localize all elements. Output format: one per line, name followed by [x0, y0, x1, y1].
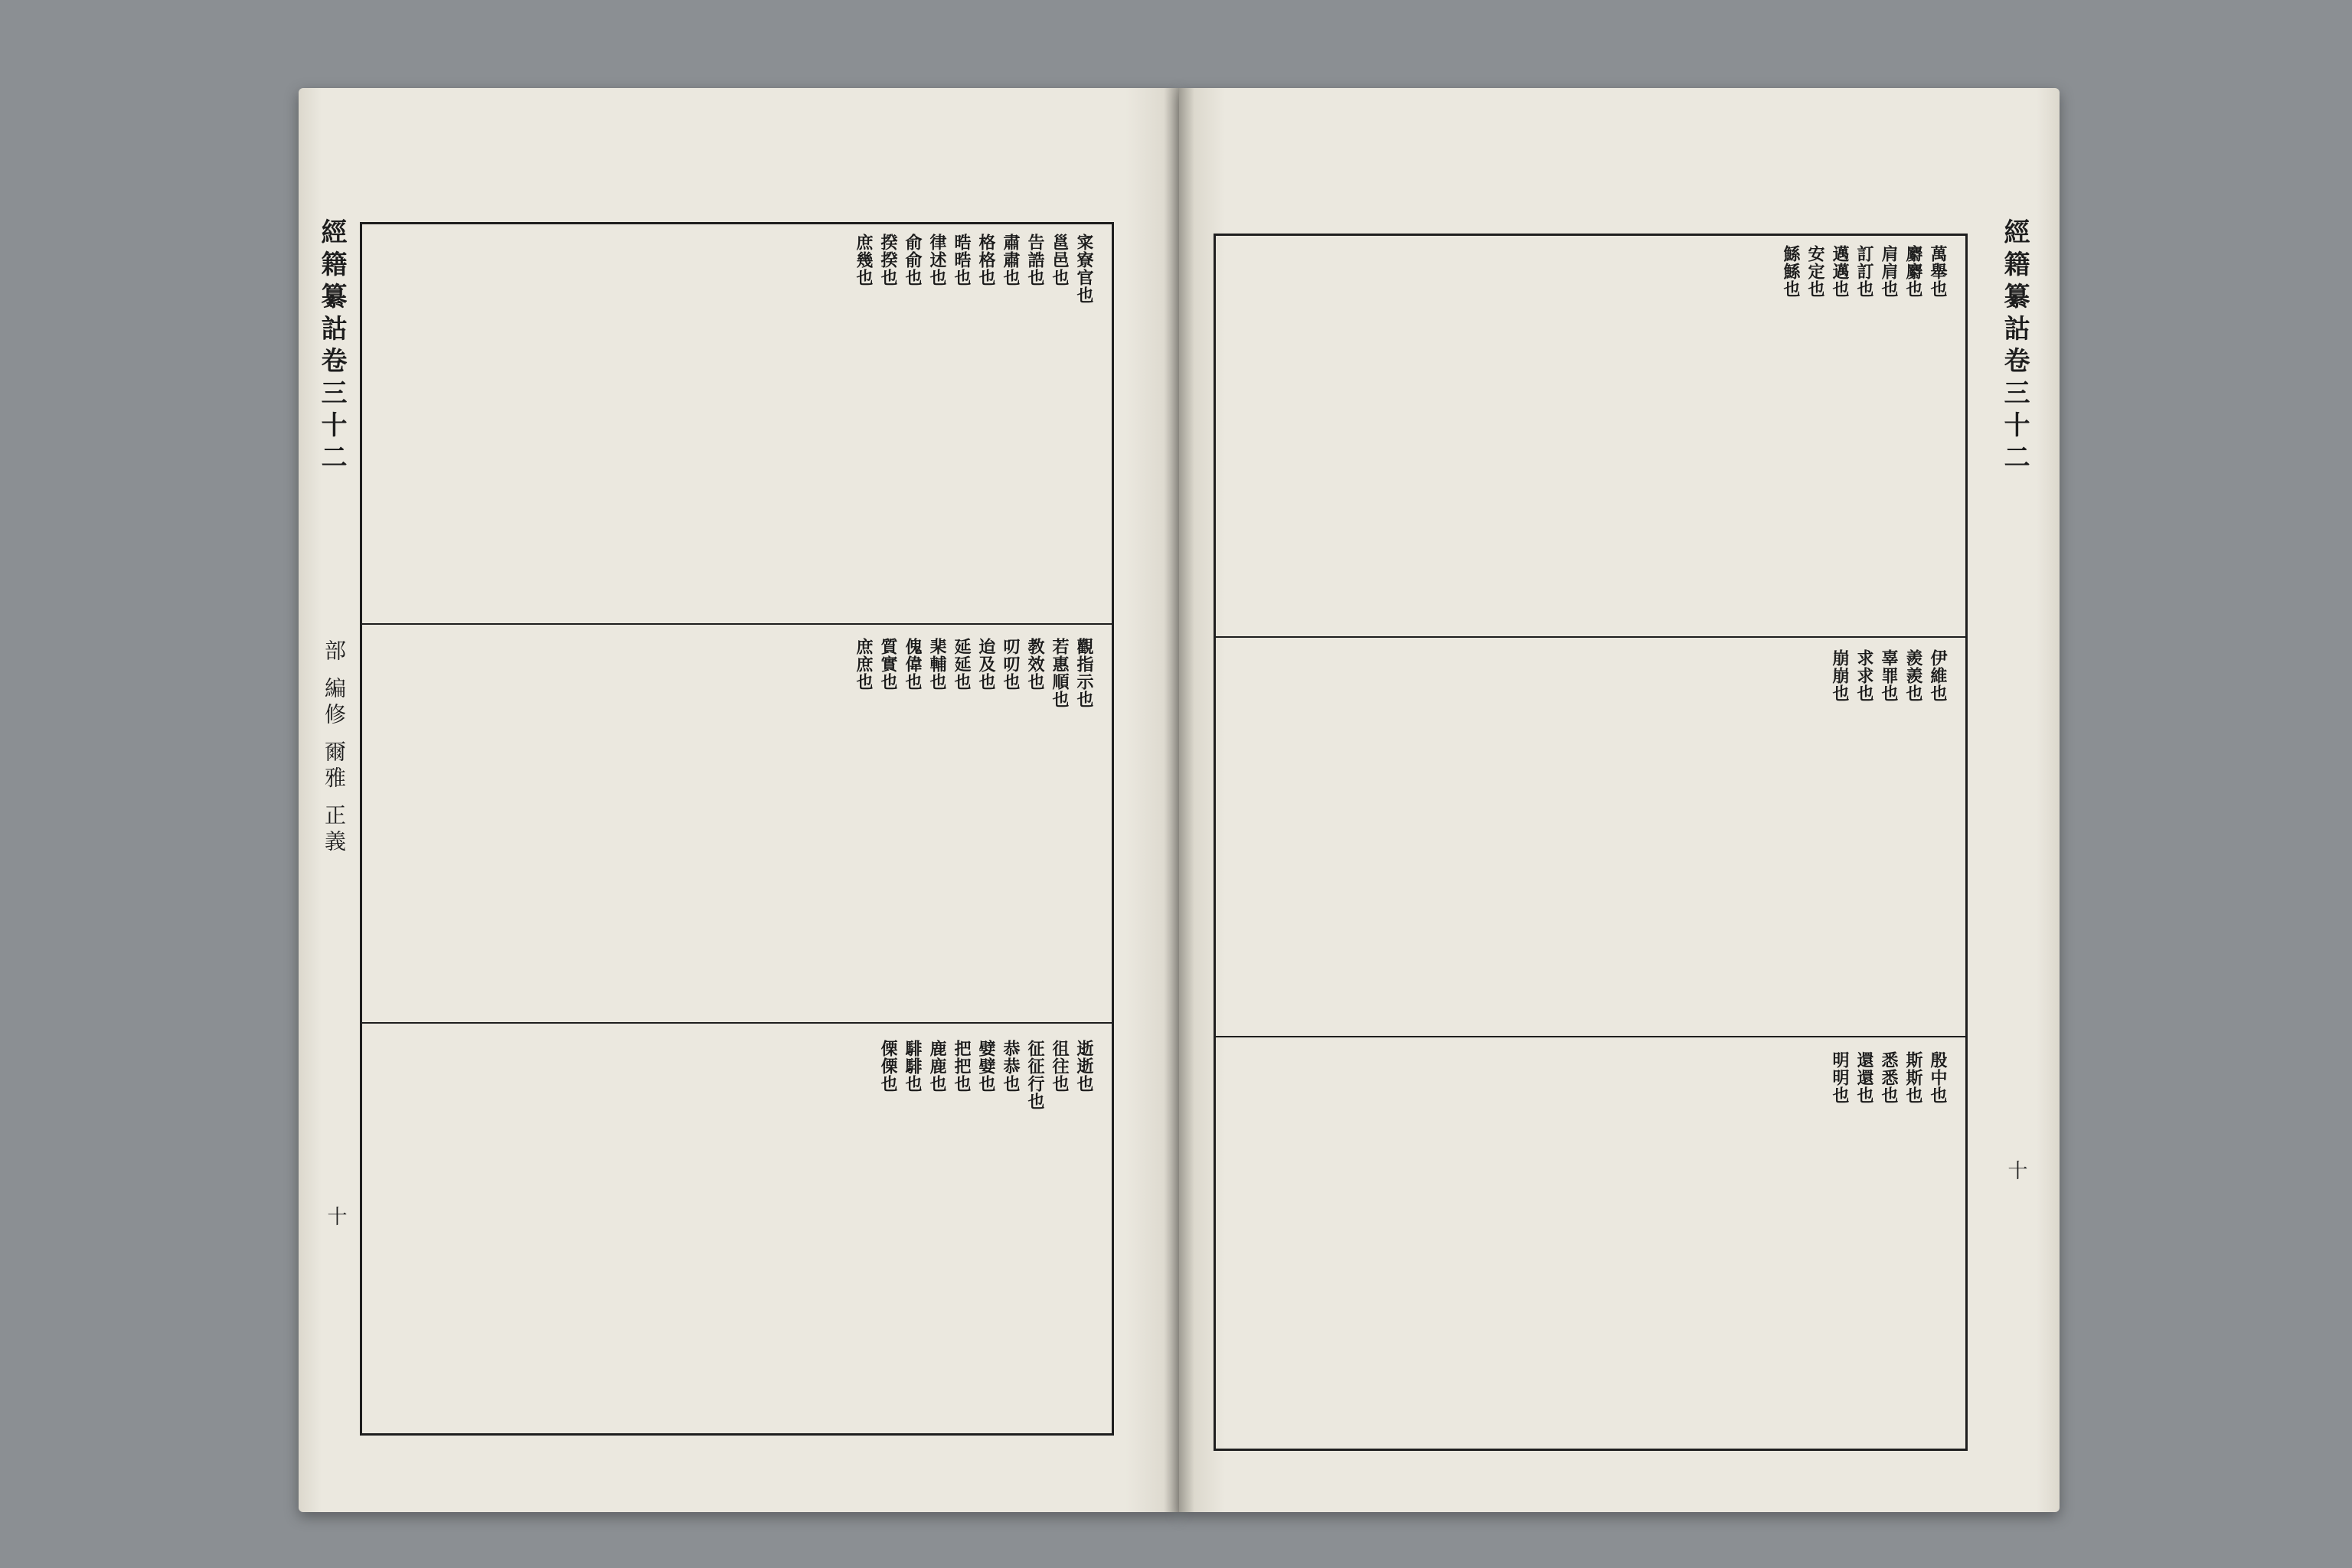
- left-top-entry: 格格也: [976, 234, 996, 286]
- left-top-entry: 邕邑也: [1050, 234, 1070, 286]
- left-middle-entry: 延延也: [952, 638, 972, 691]
- left-middle-register: [373, 638, 1093, 1017]
- right-top-entry: 麝麝也: [1903, 245, 1923, 298]
- right-bottom-entry: 明明也: [1830, 1051, 1850, 1104]
- left-rule-upper: [362, 623, 1112, 625]
- left-middle-entry: 迨及也: [976, 638, 996, 691]
- open-book: [299, 88, 2060, 1512]
- left-top-entry: 庶幾也: [854, 234, 874, 286]
- right-top-register: [1227, 245, 1946, 624]
- left-margin-title: 經籍纂詁卷三十二: [316, 218, 347, 475]
- left-middle-entry: 叨叨也: [1001, 638, 1021, 691]
- right-top-entry: 安定也: [1805, 245, 1825, 298]
- left-middle-entry: 觀指示也: [1074, 638, 1094, 708]
- left-top-entry: 告誥也: [1025, 234, 1045, 286]
- right-top-entry: 鯀鯀也: [1781, 245, 1801, 298]
- right-middle-register: [1227, 649, 1946, 1028]
- right-rule-lower: [1216, 1036, 1965, 1037]
- left-middle-entry: 庶庶也: [854, 638, 874, 691]
- right-bottom-entry: 悉悉也: [1879, 1051, 1899, 1104]
- right-middle-entry: 羨羨也: [1903, 649, 1923, 702]
- left-top-entry: 律述也: [927, 234, 947, 286]
- left-bottom-entry: 把把也: [952, 1040, 972, 1093]
- right-bottom-register: [1227, 1051, 1946, 1430]
- left-top-entry: 寀寮官也: [1074, 234, 1094, 304]
- left-middle-entry: 棐輔也: [927, 638, 947, 691]
- left-page: [299, 88, 1179, 1512]
- left-top-entry: 肅肅也: [1001, 234, 1021, 286]
- right-top-entry: 邁邁也: [1830, 245, 1850, 298]
- left-top-register: [373, 234, 1093, 612]
- left-bottom-entry: 騑騑也: [903, 1040, 923, 1093]
- left-rule-lower: [362, 1022, 1112, 1024]
- left-middle-entry: 若惠順也: [1050, 638, 1070, 708]
- right-page: [1179, 88, 2060, 1512]
- left-middle-entry: 傀偉也: [903, 638, 923, 691]
- left-bottom-entry: 徂往也: [1050, 1040, 1070, 1093]
- right-middle-entry: 辜罪也: [1879, 649, 1899, 702]
- book-gutter: [1164, 88, 1194, 1512]
- left-bottom-entry: 嬖嬖也: [976, 1040, 996, 1093]
- left-top-entry: 俞俞也: [903, 234, 923, 286]
- left-middle-entry: 質實也: [878, 638, 898, 691]
- right-top-entry: 萬舉也: [1928, 245, 1948, 298]
- right-margin-title: 經籍纂詁卷三十二: [1999, 218, 2030, 475]
- right-middle-entry: 伊維也: [1928, 649, 1948, 702]
- right-top-entry: 訂訂也: [1854, 245, 1874, 298]
- right-top-entry: 肩肩也: [1879, 245, 1899, 298]
- right-page-number: 十: [2004, 1160, 2027, 1180]
- left-top-entry: 晧晧也: [952, 234, 972, 286]
- right-text-frame: [1214, 234, 1968, 1451]
- left-top-entry: 揆揆也: [878, 234, 898, 286]
- right-middle-entry: 崩崩也: [1830, 649, 1850, 702]
- left-middle-entry: 教效也: [1025, 638, 1045, 691]
- left-bottom-entry: 恭恭也: [1001, 1040, 1021, 1093]
- right-middle-entry: 求求也: [1854, 649, 1874, 702]
- left-bottom-register: [373, 1040, 1093, 1419]
- left-text-frame: [360, 222, 1114, 1436]
- left-page-number: 十: [324, 1206, 347, 1226]
- left-section-label: 部 編修 爾雅 正義: [322, 639, 347, 856]
- left-bottom-entry: 傈傈也: [878, 1040, 898, 1093]
- left-bottom-entry: 征征行也: [1025, 1040, 1045, 1110]
- right-bottom-entry: 還還也: [1854, 1051, 1874, 1104]
- left-bottom-entry: 鹿鹿也: [927, 1040, 947, 1093]
- right-rule-upper: [1216, 636, 1965, 638]
- right-bottom-entry: 殷中也: [1928, 1051, 1948, 1104]
- left-bottom-entry: 逝逝也: [1074, 1040, 1094, 1093]
- right-bottom-entry: 斯斯也: [1903, 1051, 1923, 1104]
